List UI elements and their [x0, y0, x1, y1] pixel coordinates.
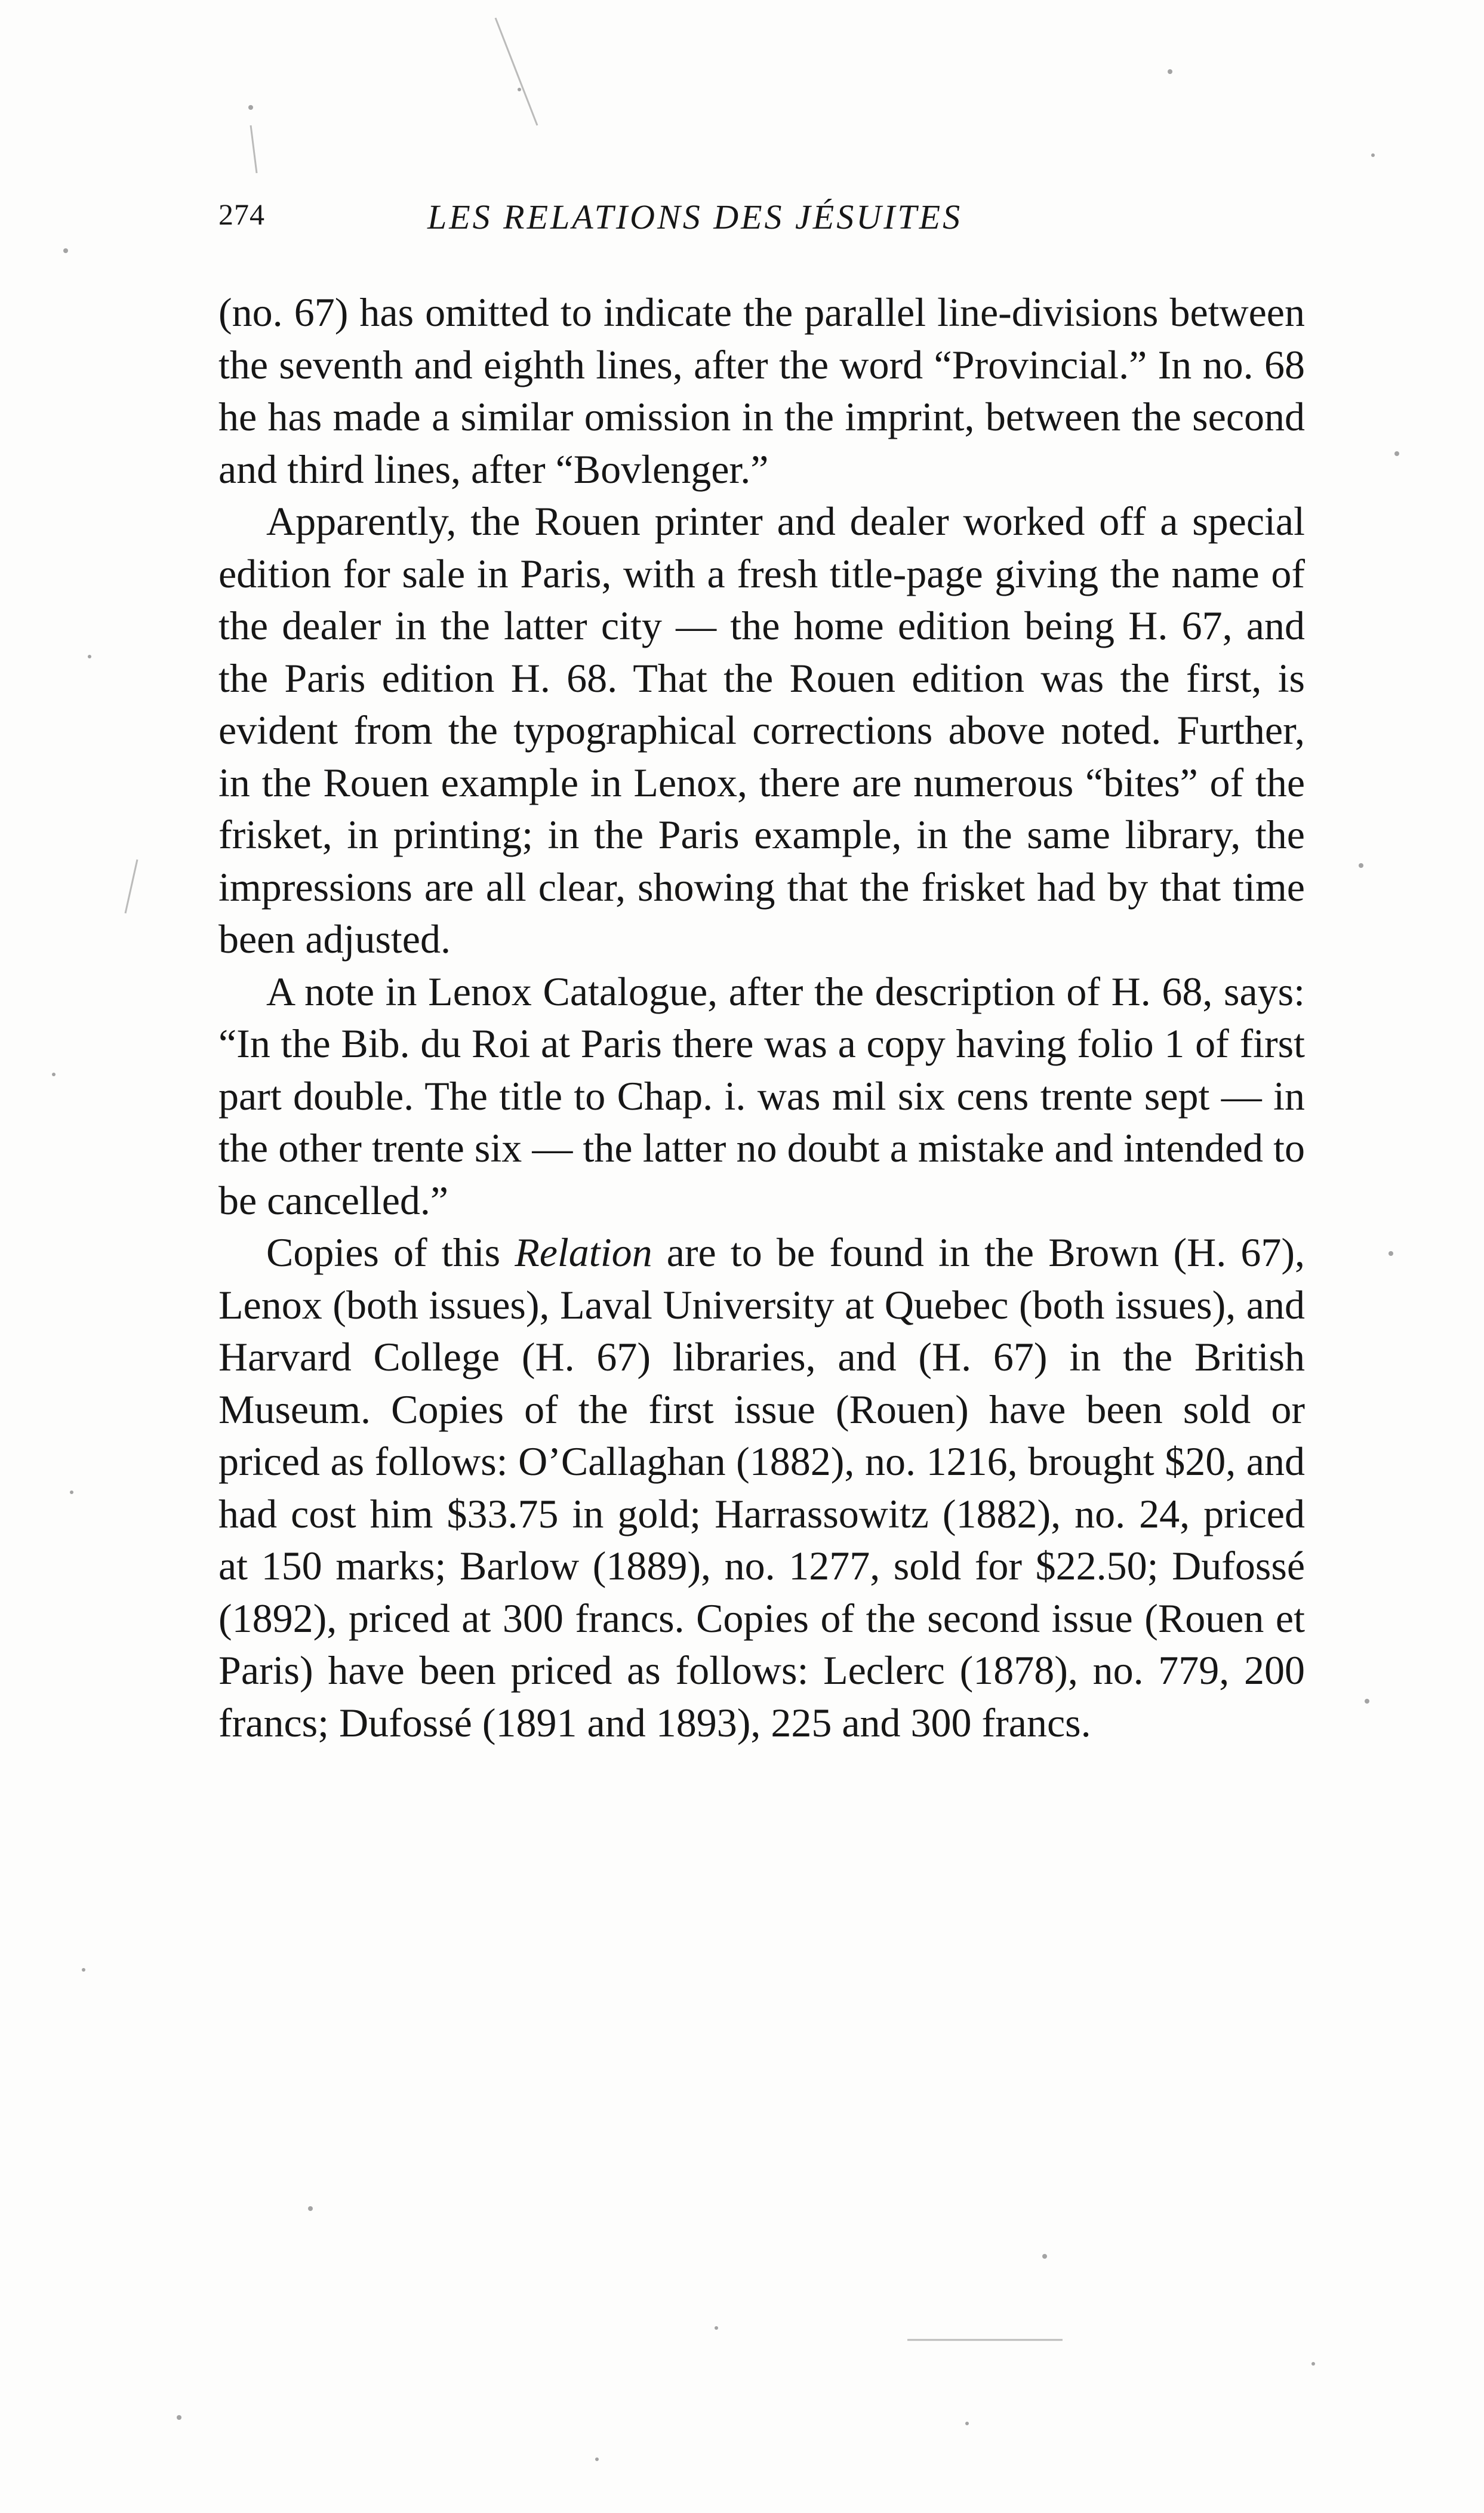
- paragraph-copies: [218, 1227, 1305, 1749]
- paragraph-rouen-printer: Apparently, the Rouen printer and dealer worked off a special edition for sale in Paris, with a fresh title-page giving the name of the dealer in the latter city — the home edition being H. 67, and the Paris edition H. 68. That the Rouen edition was the first, is evident from the typographical corrections above noted. Further, in the Rouen example in Lenox, there are numerous “bites” of the frisket, in printing; in the Paris example, in the same library, the impressions are all clear, showing that the frisket had by that time been adjusted.: [218, 498, 1305, 962]
- running-title: LES RELATIONS DES JÉSUITES: [427, 198, 963, 236]
- relation-italic-title: Relation: [515, 1230, 652, 1275]
- paragraph-copies-rest: are to be found in the Brown (H. 67), Lenox (both issues), Laval University at Quebec (both issues), and Harvard College (H. 67) libraries, and (H. 67) in the British Museum. Copies of the first issue (Rouen) have been sold or priced as follows: O’Callaghan (1882), no. 1216, brought $20, and had cost him $33.75 in gold; Harrassowitz (1882), no. 24, priced at 150 marks; Barlow (1889), no. 1277, sold for $22.50; Dufossé (1892), priced at 300 francs. Copies of the second issue (Rouen et Paris) have been priced as follows: Leclerc (1878), no. 779, 200 francs; Dufossé (1891 and 1893), 225 and 300 francs.: [218, 1230, 1305, 1745]
- page-number: 274: [218, 198, 265, 231]
- paragraph-copies-lead: Copies of this: [266, 1230, 515, 1275]
- paragraph-lenox-note: A note in Lenox Catalogue, after the description of H. 68, says: “In the Bib. du Roi at Paris there was a copy having folio 1 of first part double. The title to Chap. i. was mil six cens trente sept — in the other trente six — the latter no doubt a mistake and intended to be cancelled.”: [218, 968, 1305, 1223]
- paragraph-continuation: (no. 67) has omitted to indicate the parallel line-divisions between the seventh and eighth lines, after the word “Provincial.” In no. 68 he has made a similar omission in the imprint, between the second and third lines, after “Bovlenger.”: [218, 290, 1305, 492]
- page-header: [218, 197, 1305, 245]
- body-text: [218, 287, 1305, 1749]
